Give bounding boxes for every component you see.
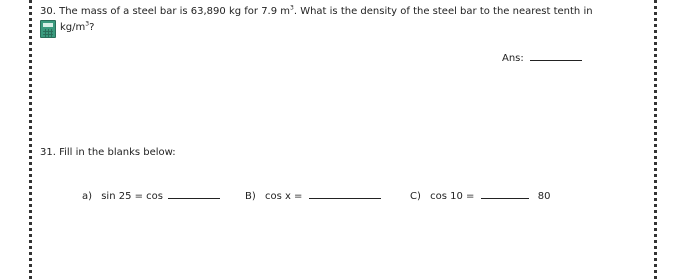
part-b-label: B) [245, 191, 256, 202]
part-c-expression: cos 10 = [430, 191, 475, 202]
part-b-expression: cos x = [264, 191, 303, 202]
answer-area [502, 52, 582, 64]
question-31-text: 31. Fill in the blanks below: [40, 147, 176, 158]
question-30-units: $kg/m^3$? [60, 20, 95, 33]
answer-blank[interactable] [530, 52, 582, 61]
part-c-label: C) [410, 191, 421, 202]
part-c [410, 190, 550, 202]
part-b-blank[interactable] [309, 190, 381, 199]
part-c-trailing: 80 [537, 191, 551, 202]
part-a [82, 190, 220, 202]
part-a-label: a) [82, 191, 93, 202]
answer-label: Ans: [502, 53, 524, 64]
part-a-blank[interactable] [168, 190, 220, 199]
calculator-icon [40, 20, 56, 38]
part-a-expression: sin 25 = cos [101, 191, 164, 202]
part-b [245, 190, 381, 202]
part-c-blank[interactable] [481, 190, 529, 199]
question-30-text: 30. The mass of a steel bar is 63,890 kg for 7.9 $m^3$. What is the density of the steel bar to the nearest tenth in [40, 4, 593, 17]
right-dotted-border [654, 0, 657, 279]
left-dotted-border [29, 0, 32, 279]
